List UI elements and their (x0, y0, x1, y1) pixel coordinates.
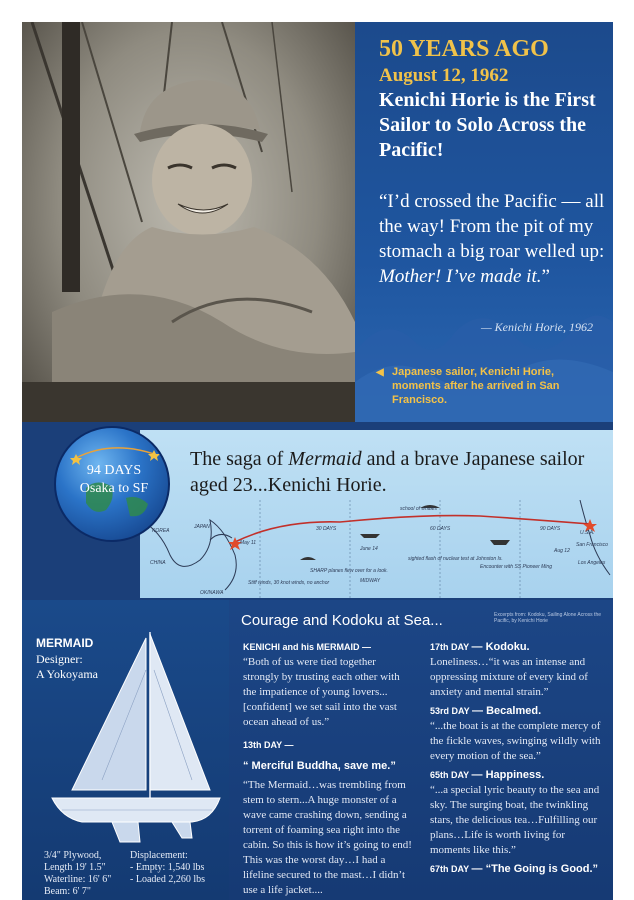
day17-text: Loneliness…“it was an intense and oppressing mixture of every kind of anxiety and mental strain.” (430, 656, 588, 698)
boat-specs-right (130, 850, 205, 886)
quote-text: “I’d crossed the Pacific — all the way! From the pit of my stomach a big roar welled up: (379, 191, 605, 262)
day65-heading: — Happiness. (471, 769, 545, 781)
day53-label: 53rd DAY (430, 706, 470, 716)
map-label-may11: May 11 (240, 540, 257, 546)
day53-heading: — Becalmed. (472, 705, 542, 717)
excerpt-note: Excerpts from: Kodoku, Sailing Alone Across the Pacific, by Kenichi Horie (494, 612, 601, 624)
map-label-aug12: Aug 12 (554, 548, 570, 554)
map-label-japan: JAPAN (194, 524, 210, 530)
intro-heading: KENICHI and his MERMAID — (243, 642, 372, 652)
day17-heading: — Kodoku. (471, 641, 530, 653)
day13-text: “The Mermaid…was trembling from stem to stern...A huge monster of a wave came crashing down, sending a torrent of foaming sea right into the cabin. So this is how it’s going to end! This was the worst day…I had a lifeline secured to the mast…I didn’t use a life jacket.... (243, 779, 412, 896)
saga-band (22, 422, 613, 600)
quote-close: ” (541, 266, 550, 287)
spec-line: - Loaded 2,260 lbs (130, 874, 205, 885)
saga-title-b: and a brave Japanese sailor aged 23...Kenichi Horie. (190, 448, 585, 496)
boat-specs-left (44, 850, 111, 898)
day13-label: 13th DAY — (243, 740, 294, 750)
map-label-la: Los Angeles (578, 560, 606, 566)
day53-text: “...the boat is at the complete mercy of the fickle waves, swinging wildly with every motion of the sea.” (430, 720, 601, 762)
spec-line: Displacement: (130, 850, 188, 861)
map-label-winds: Stiff winds, 30 knot winds, no anchor (248, 580, 330, 586)
globe-days: 94 DAYS (86, 463, 142, 478)
spec-line: - Empty: 1,540 lbs (130, 862, 205, 873)
saga-title (190, 446, 610, 498)
poster (22, 22, 613, 900)
map-label-sf: San Francisco (576, 542, 608, 548)
designer-name: A Yokoyama (36, 667, 99, 681)
globe-route: Osaka to SF (79, 481, 149, 496)
quote-attribution: — Kenichi Horie, 1962 (481, 320, 593, 334)
spec-line: 3/4" Plywood, (44, 850, 102, 861)
map-label-midway: MIDWAY (360, 578, 381, 584)
day13-heading: “ Merciful Buddha, save me.” (243, 760, 396, 772)
saga-title-italic: Mermaid (288, 448, 362, 470)
headline-panel (355, 22, 613, 422)
map-label-china: CHINA (150, 560, 166, 566)
globe-badge (54, 426, 170, 542)
day17-entry (430, 640, 608, 655)
left-arrow-icon: ◀ (376, 367, 384, 378)
spec-line: Length 19' 1.5" (44, 862, 106, 873)
boat-panel (22, 600, 229, 900)
map-label-freighter: Encounter with SS Pioneer Ming (480, 564, 552, 570)
map-label-korea: KOREA (152, 528, 170, 534)
boat-name: MERMAID (36, 636, 94, 650)
caption-text: Japanese sailor, Kenichi Horie, moments after he arrived in San Francisco. (392, 366, 560, 406)
sailor-photo (22, 22, 355, 422)
years-ago: 50 YEARS AGO (379, 36, 549, 62)
sailboat-diagram-icon (42, 630, 222, 850)
day53-entry (430, 704, 608, 719)
map-label-okinawa: OKINAWA (200, 590, 224, 596)
story-column-1 (243, 640, 413, 900)
map-label-usa: U.S.A. (580, 530, 595, 536)
story-title: Courage and Kodoku at Sea... (241, 612, 443, 629)
story-column-2 (430, 640, 608, 877)
headline-date: August 12, 1962 (379, 65, 509, 86)
map-label-90days: 90 DAYS (540, 526, 561, 532)
day17-label: 17th DAY (430, 642, 470, 652)
spec-line: Beam: 6' 7" (44, 886, 91, 897)
map-label-planes: SHARP planes flew over for a look. (310, 568, 388, 574)
day67-label: 67th DAY (430, 864, 470, 874)
designer-label: Designer: (36, 652, 83, 666)
saga-title-a: The saga of (190, 448, 284, 470)
day65-label: 65th DAY (430, 770, 470, 780)
map-label-flash: sighted flash of nuclear test at Johnston Is. (408, 556, 503, 562)
day65-entry (430, 768, 608, 783)
map-label-june14: June 14 (360, 546, 378, 552)
day65-text: “...a special lyric beauty to the sea and sky. The surging boat, the twinkling stars, the delicious tea…Fulfilling our plans…Life is worth living for moments like this.” (430, 784, 600, 856)
day67-entry (430, 862, 608, 877)
headline-title: Kenichi Horie is the First Sailor to Solo Across the Pacific! (379, 89, 596, 161)
route-map (140, 430, 613, 598)
map-label-30days: 30 DAYS (316, 526, 337, 532)
quote-italic: Mother! I’ve made it. (379, 266, 542, 287)
story-panel (229, 600, 613, 900)
intro-text: “Both of us were tied together strongly by trusting each other with the impatience of young lovers... [confident] we set sail into the vast ocean ahead of us.” (243, 656, 400, 728)
photo-caption (376, 365, 595, 407)
day67-heading: — “The Going is Good.” (471, 863, 599, 875)
map-label-60days: 60 DAYS (430, 526, 451, 532)
map-label-whales: school of whales (400, 506, 437, 512)
horie-quote (379, 189, 611, 289)
globe-text (56, 462, 170, 498)
spec-line: Waterline: 16' 6" (44, 874, 112, 885)
